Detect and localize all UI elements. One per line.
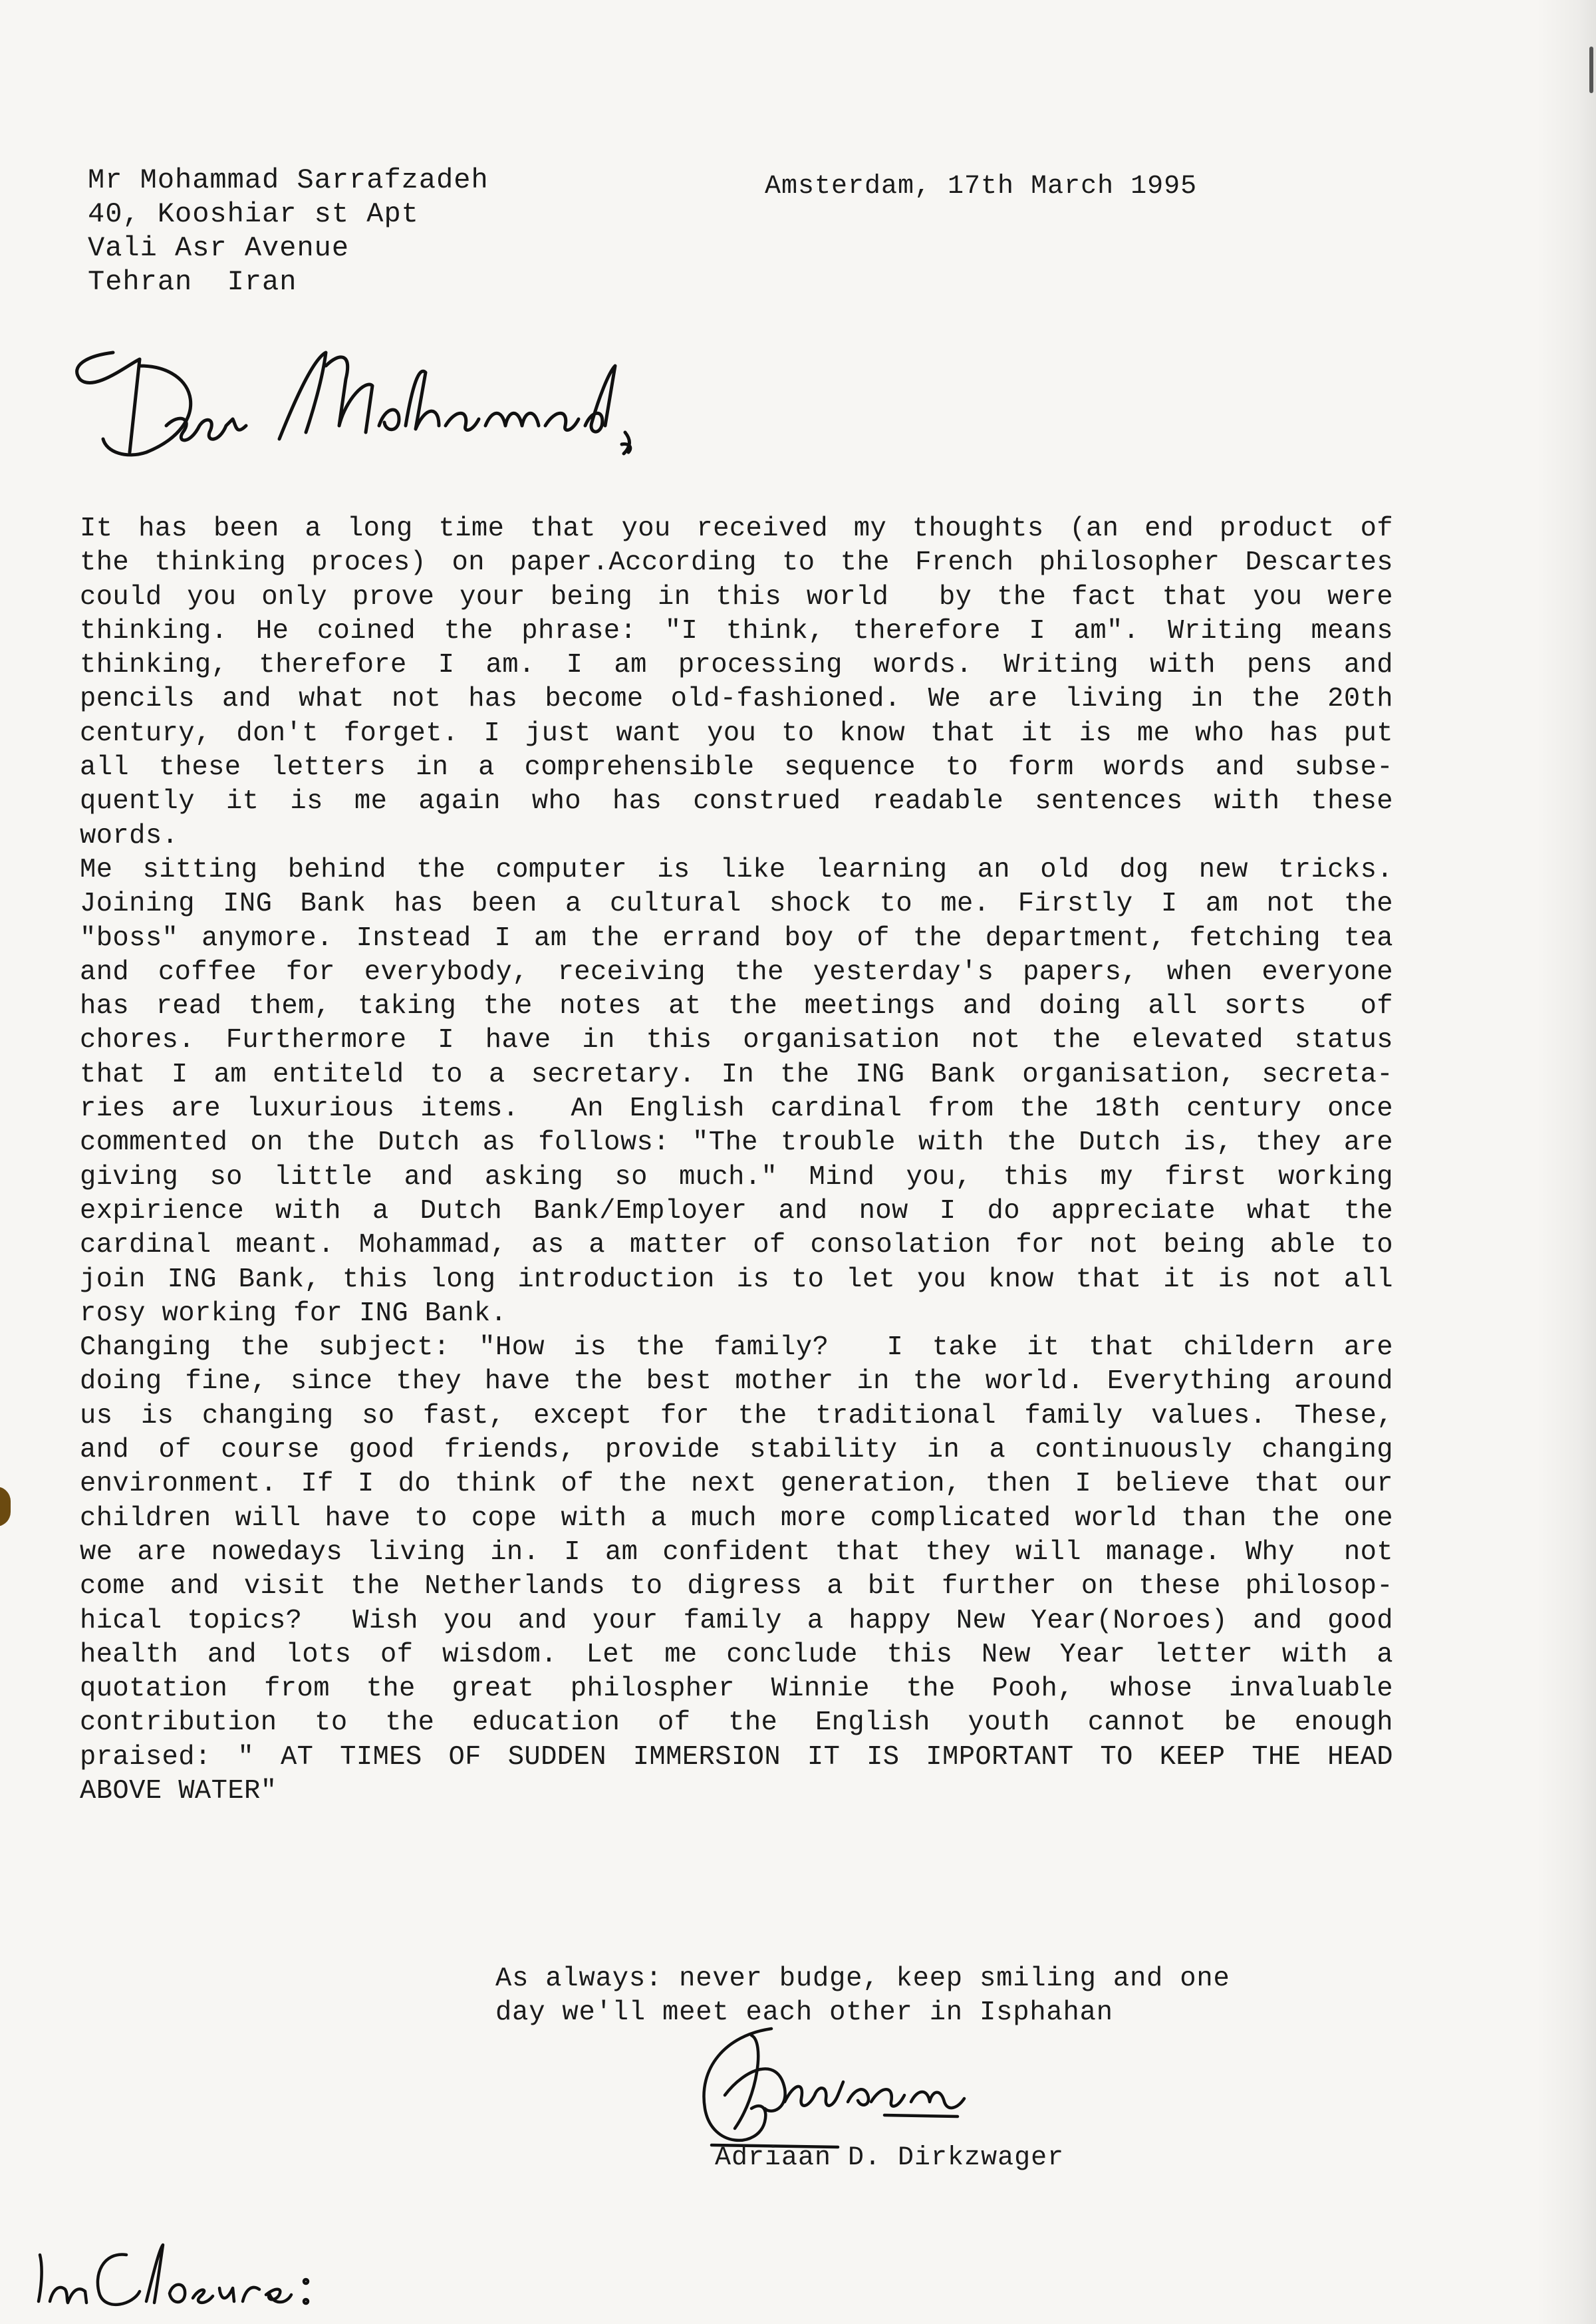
body-line: thinking, therefore I am. I am processing words. Writing with pens and	[80, 650, 1393, 681]
body-line: Me sitting behind the computer is like learning an old dog new tricks.	[80, 854, 1393, 885]
closing-line: As always: never budge, keep smiling and one	[495, 1963, 1230, 1994]
body-line: that I am entiteld to a secretary. In the ING Bank organisation, secreta-	[80, 1059, 1393, 1090]
address-line: Tehran Iran	[88, 266, 297, 298]
body-line: join ING Bank, this long introduction is to let you know that it is not all	[80, 1264, 1393, 1295]
body-line: quotation from the great philospher Winnie the Pooh, whose invaluable	[80, 1673, 1393, 1705]
body-line: health and lots of wisdom. Let me conclude this New Year letter with a	[80, 1639, 1393, 1670]
hole-punch-mark	[0, 1487, 11, 1526]
address-line: 40, Kooshiar st Apt	[88, 198, 419, 230]
handwritten-salutation	[66, 326, 732, 479]
body-line: praised: " AT TIMES OF SUDDEN IMMERSION IT IS IMPORTANT TO KEEP THE HEAD	[80, 1741, 1393, 1773]
body-line: us is changing so fast, except for the traditional family values. These,	[80, 1400, 1393, 1431]
body-line: come and visit the Netherlands to digress a bit further on these philosop-	[80, 1571, 1393, 1602]
body-line: Changing the subject: "How is the family? I take it that childern are	[80, 1332, 1393, 1364]
body-line: children will have to cope with a much more complicated world than the one	[80, 1503, 1393, 1534]
body-line: expirience with a Dutch Bank/Employer and now I do appreciate what the	[80, 1195, 1393, 1227]
body-line: giving so little and asking so much." Mind you, this my first working	[80, 1161, 1393, 1193]
handwritten-enclosure-note	[27, 2215, 359, 2315]
body-line: Joining ING Bank has been a cultural shock to me. Firstly I am not the	[80, 889, 1393, 920]
body-line: has read them, taking the notes at the meetings and doing all sorts of	[80, 991, 1393, 1022]
body-line: and coffee for everybody, receiving the yesterday's papers, when everyone	[80, 956, 1393, 988]
body-line: could you only prove your being in this world by the fact that you were	[80, 581, 1393, 613]
body-line: contribution to the education of the English youth cannot be enough	[80, 1707, 1393, 1739]
body-line: ries are luxurious items. An English cardinal from the 18th century once	[80, 1093, 1393, 1125]
body-line: cardinal meant. Mohammad, as a matter of consolation for not being able to	[80, 1230, 1393, 1261]
body-line: century, don't forget. I just want you to know that it is me who has put	[80, 718, 1393, 749]
body-line: commented on the Dutch as follows: "The trouble with the Dutch is, they are	[80, 1127, 1393, 1159]
body-line: words.	[80, 820, 179, 851]
letter-body	[80, 512, 1393, 1809]
body-line: and of course good friends, provide stability in a continuously changing	[80, 1435, 1393, 1466]
closing-line: day we'll meet each other in Isphahan	[495, 1997, 1113, 2028]
address-line: Mr Mohammad Sarrafzadeh	[88, 164, 489, 196]
body-line: thinking. He coined the phrase: "I think, therefore I am". Writing means	[80, 615, 1393, 647]
body-line: rosy working for ING Bank.	[80, 1298, 507, 1329]
body-line: pencils and what not has become old-fashioned. We are living in the 20th	[80, 684, 1393, 715]
body-line: the thinking proces) on paper.According to the French philosopher Descartes	[80, 547, 1393, 579]
body-line: doing fine, since they have the best mother in the world. Everything around	[80, 1366, 1393, 1397]
body-line: hical topics? Wish you and your family a happy New Year(Noroes) and good	[80, 1605, 1393, 1636]
body-line: quently it is me again who has construed readable sentences with these	[80, 786, 1393, 817]
paper-corner-mark	[1589, 47, 1593, 93]
paper-edge-shadow	[1536, 0, 1596, 2324]
recipient-address	[88, 164, 489, 299]
place-date: Amsterdam, 17th March 1995	[765, 172, 1198, 202]
body-line: It has been a long time that you received my thoughts (an end product of	[80, 513, 1393, 544]
body-line: we are nowedays living in. I am confident that they will manage. Why not	[80, 1536, 1393, 1568]
body-line: ABOVE WATER"	[80, 1775, 277, 1807]
body-line: "boss" anymore. Instead I am the errand boy of the department, fetching tea	[80, 923, 1393, 954]
body-line: all these letters in a comprehensible sequence to form words and subse-	[80, 752, 1393, 784]
body-line: chores. Furthermore I have in this organisation not the elevated status	[80, 1025, 1393, 1056]
signer-name: Adriaan D. Dirkzwager	[715, 2143, 1065, 2173]
body-line: environment. If I do think of the next generation, then I believe that our	[80, 1469, 1393, 1500]
address-line: Vali Asr Avenue	[88, 232, 350, 264]
